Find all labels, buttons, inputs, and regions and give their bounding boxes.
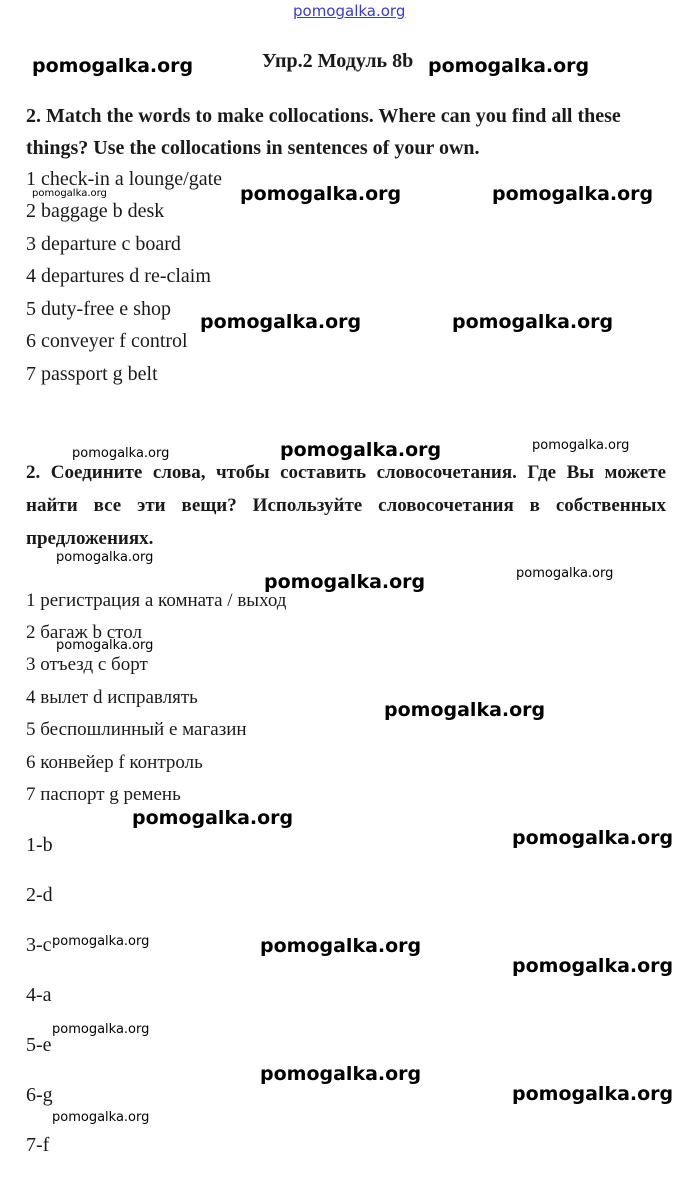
item-en-2: 2 baggage b desk xyxy=(26,200,165,222)
answer-6: 6-g xyxy=(26,1084,53,1106)
watermark: pomogalka.org xyxy=(532,438,630,453)
item-en-3: 3 departure c board xyxy=(26,233,181,255)
watermark: pomogalka.org xyxy=(56,550,154,565)
item-ru-7: 7 паспорт g ремень xyxy=(26,784,181,805)
item-ru-4: 4 вылет d исправлять xyxy=(26,687,198,708)
watermark: pomogalka.org xyxy=(32,188,107,199)
item-en-7: 7 passport g belt xyxy=(26,363,158,385)
watermark: pomogalka.org xyxy=(132,807,294,829)
watermark: pomogalka.org xyxy=(52,1022,150,1037)
watermark: pomogalka.org xyxy=(240,183,402,205)
watermark: pomogalka.org xyxy=(492,183,654,205)
watermark: pomogalka.org xyxy=(512,827,674,849)
watermark: pomogalka.org xyxy=(200,311,362,333)
watermark: pomogalka.org xyxy=(260,935,422,957)
item-en-5: 5 duty-free e shop xyxy=(26,298,171,320)
answer-5: 5-e xyxy=(26,1034,52,1056)
answer-2: 2-d xyxy=(26,884,53,906)
page-title: Упр.2 Модуль 8b xyxy=(262,50,414,72)
item-en-4: 4 departures d re-claim xyxy=(26,265,211,287)
watermark: pomogalka.org xyxy=(516,566,614,581)
watermark: pomogalka.org xyxy=(280,439,442,461)
answer-7: 7-f xyxy=(26,1134,50,1156)
task-en: 2. Match the words to make collocations. Where can you find all these things? Use the collocations in sentences of your own. xyxy=(26,105,621,159)
watermark: pomogalka.org xyxy=(452,311,614,333)
watermark: pomogalka.org xyxy=(428,55,590,77)
item-ru-6: 6 конвейер f контроль xyxy=(26,752,203,773)
watermark: pomogalka.org xyxy=(52,1110,150,1125)
item-ru-1: 1 регистрация a комната / выход xyxy=(26,590,287,611)
watermark: pomogalka.org xyxy=(512,955,674,977)
item-ru-2: 2 багаж b стол xyxy=(26,622,142,643)
answer-1: 1-b xyxy=(26,834,53,856)
watermark: pomogalka.org xyxy=(264,571,426,593)
watermark: pomogalka.org xyxy=(52,934,150,949)
answer-4: 4-a xyxy=(26,984,52,1006)
item-ru-5: 5 беспошлинный e магазин xyxy=(26,719,247,740)
watermark: pomogalka.org xyxy=(260,1063,422,1085)
item-en-6: 6 conveyer f control xyxy=(26,330,188,352)
item-ru-3: 3 отъезд c борт xyxy=(26,654,148,675)
item-en-1: 1 check-in a lounge/gate xyxy=(26,168,223,190)
watermark: pomogalka.org xyxy=(512,1083,674,1105)
watermark: pomogalka.org xyxy=(72,446,170,461)
watermark: pomogalka.org xyxy=(384,699,546,721)
watermark: pomogalka.org xyxy=(56,638,154,653)
answer-3: 3-c xyxy=(26,934,52,956)
watermark: pomogalka.org xyxy=(32,55,194,77)
top-site-link[interactable]: pomogalka.org xyxy=(293,2,406,20)
task-ru: 2. Соедините слова, чтобы составить словосочетания. Где Вы можете найти все эти вещи? Используйте словосочетания в собственных предложениях. xyxy=(26,462,666,549)
